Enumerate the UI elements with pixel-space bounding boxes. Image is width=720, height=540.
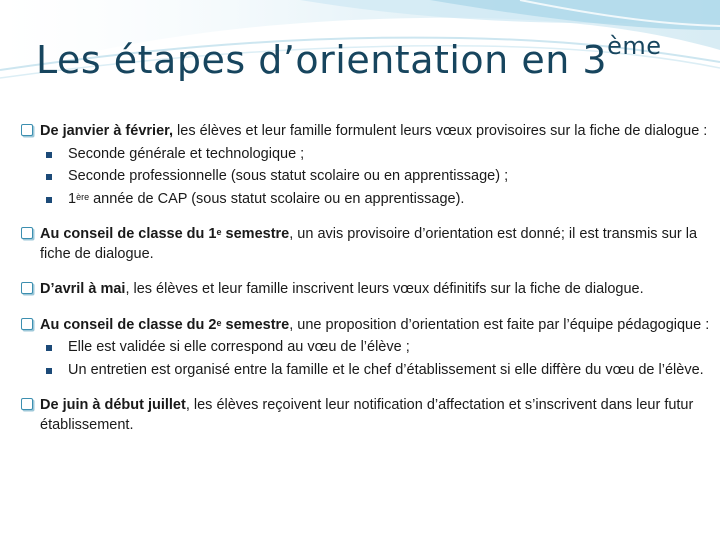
list-item-conseil-1: Au conseil de classe du 1e semestre, un avis provisoire d’orientation est donné; il est transmis sur la fiche de dialogue.	[20, 225, 710, 264]
content-list	[20, 122, 710, 435]
sub-item: 1ère année de CAP (sous statut scolaire ou en apprentissage).	[20, 190, 710, 210]
list-item-avril: D’avril à mai, les élèves et leur famille inscrivent leurs vœux définitifs sur la fiche de dialogue.	[20, 280, 710, 300]
sub-item: Seconde professionnelle (sous statut scolaire ou en apprentissage) ;	[20, 167, 710, 187]
sub-item: Un entretien est organisé entre la famille et le chef d’établissement si elle diffère du vœu de l’élève.	[20, 361, 710, 381]
square-bullet-icon	[46, 174, 52, 180]
square-bullet-icon	[46, 152, 52, 158]
sub-item: Elle est validée si elle correspond au vœu de l’élève ;	[20, 338, 710, 358]
checkbox-bullet-icon	[21, 124, 33, 136]
checkbox-bullet-icon	[21, 282, 33, 294]
checkbox-bullet-icon	[21, 318, 33, 330]
list-item-juin: De juin à début juillet, les élèves reçoivent leur notification d’affectation et s’inscrivent dans leur futur établissement.	[20, 396, 710, 435]
checkbox-bullet-icon	[21, 398, 33, 410]
checkbox-bullet-icon	[21, 227, 33, 239]
page-title: Les étapes d’orientation en 3ème	[36, 32, 662, 82]
square-bullet-icon	[46, 368, 52, 374]
square-bullet-icon	[46, 345, 52, 351]
sub-item: Seconde générale et technologique ;	[20, 145, 710, 165]
list-item-conseil-2: Au conseil de classe du 2e semestre, une proposition d’orientation est faite par l’équipe pédagogique :	[20, 316, 710, 336]
list-item-janvier: De janvier à février, les élèves et leur famille formulent leurs vœux provisoires sur la fiche de dialogue :	[20, 122, 710, 142]
square-bullet-icon	[46, 197, 52, 203]
